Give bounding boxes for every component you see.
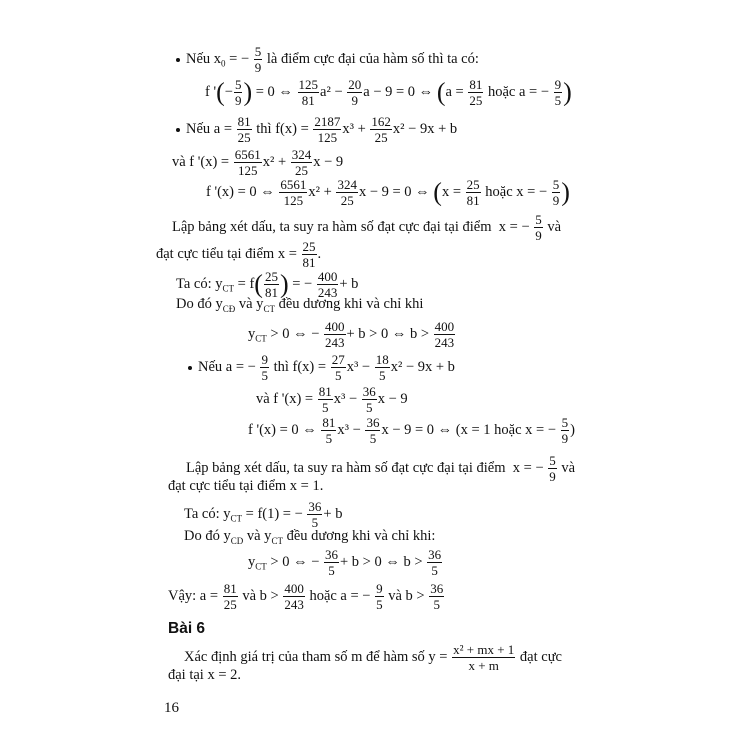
denominator: 243 — [325, 335, 345, 350]
fraction — [427, 548, 442, 577]
subscript: CT — [222, 283, 235, 294]
text: = f(1) = − — [245, 505, 303, 522]
subscript: CT — [255, 561, 267, 572]
fraction — [336, 178, 358, 207]
page-number: 16 — [164, 700, 179, 716]
text: Ta có: — [176, 275, 212, 292]
numerator: 18 — [375, 352, 389, 367]
line-11 — [188, 353, 455, 382]
denominator: 5 — [431, 563, 438, 578]
text: Do đó y — [184, 528, 231, 544]
text: ) — [570, 421, 575, 438]
text: y — [248, 325, 256, 342]
fraction — [254, 45, 263, 74]
numerator: 2187 — [314, 114, 341, 129]
numerator: 81 — [322, 415, 336, 430]
fraction — [552, 178, 561, 207]
text: > 0 ⇔ − — [270, 553, 320, 570]
numerator: 400 — [284, 581, 304, 596]
denominator: 25 — [469, 93, 483, 108]
numerator: 81 — [237, 114, 251, 129]
text: thì f(x) = — [273, 358, 327, 375]
fraction — [298, 78, 320, 107]
fraction — [331, 353, 346, 382]
numerator: 25 — [466, 177, 480, 192]
fraction — [434, 320, 456, 349]
denominator: 81 — [466, 193, 480, 208]
denominator: 9 — [234, 93, 242, 108]
subscript: CT — [230, 513, 243, 524]
denominator: 5 — [311, 515, 319, 530]
line-10 — [248, 320, 456, 349]
numerator: 36 — [366, 415, 380, 430]
text: f '(x) = 0 ⇔ — [248, 421, 317, 438]
text: Nếu a = − — [198, 358, 256, 375]
line-7 — [156, 240, 321, 269]
fraction — [307, 500, 322, 529]
line-17 — [184, 528, 435, 546]
denominator: 9 — [254, 60, 262, 75]
text: f '(x) = 0 ⇔ — [206, 183, 275, 200]
fraction — [548, 454, 557, 483]
numerator: 36 — [428, 547, 442, 562]
text: = − — [292, 275, 313, 292]
line-3 — [176, 115, 457, 144]
numerator: 20 — [348, 77, 362, 92]
text: hoặc a = − — [487, 83, 550, 100]
fraction — [234, 78, 243, 107]
numerator: 6561 — [234, 147, 261, 162]
denominator: 25 — [237, 130, 251, 145]
denominator: 5 — [334, 368, 342, 383]
denominator: 243 — [317, 285, 338, 300]
numerator: 162 — [371, 114, 391, 129]
line-12 — [256, 385, 408, 414]
numerator: 9 — [554, 77, 562, 92]
text: hoặc x = − — [485, 183, 548, 200]
fraction — [317, 270, 339, 299]
denominator: 9 — [561, 431, 569, 446]
bullet-icon — [188, 366, 192, 370]
fraction — [365, 416, 380, 445]
fraction — [370, 115, 392, 144]
denominator: 25 — [295, 163, 308, 178]
text: Nếu a = — [186, 120, 233, 137]
line-5: f '(x) = 0 ⇔ $\frac{6561}{125}$ x² + $\frac{324}{25}$ x − 9 = 0 ⇔ (x = $\frac{25}{81}$ hoặc x = − $\frac{5}{9}$ ) — [206, 177, 570, 208]
numerator: 9 — [376, 581, 383, 596]
text: Do đó y — [176, 296, 223, 312]
text: x = — [277, 245, 297, 262]
fraction — [291, 148, 313, 177]
subscript: CT — [263, 303, 275, 314]
denominator: 5 — [321, 400, 329, 415]
fraction — [375, 582, 384, 611]
text: a − 9 = 0 ⇔ — [363, 83, 434, 100]
fraction — [362, 385, 377, 414]
numerator: 36 — [362, 384, 376, 399]
text: = − — [229, 50, 250, 67]
subscript: CĐ — [222, 303, 236, 314]
denominator: 5 — [366, 400, 373, 415]
fraction — [534, 213, 543, 242]
text: f ' — [205, 83, 217, 100]
text: thì f(x) = — [256, 120, 309, 137]
text: đại tại x = 2. — [168, 667, 242, 683]
fraction — [429, 582, 444, 611]
bullet-icon — [176, 58, 180, 62]
text: a² − — [320, 83, 343, 100]
denominator: 81 — [264, 285, 278, 300]
denominator: 81 — [301, 93, 315, 108]
bullet-icon — [176, 128, 180, 132]
text: x³ − — [346, 358, 371, 375]
text: và y — [238, 296, 264, 312]
denominator: 5 — [554, 93, 562, 108]
fraction — [468, 78, 483, 107]
line-9 — [176, 296, 423, 314]
denominator: 243 — [284, 597, 304, 612]
subscript: 0 — [221, 58, 226, 69]
numerator: 27 — [331, 352, 345, 367]
denominator: 243 — [434, 335, 455, 350]
text: và b > — [242, 587, 279, 604]
denominator: 5 — [433, 597, 440, 612]
text: + b > 0 ⇔ b > — [340, 553, 423, 570]
fraction — [283, 582, 305, 611]
text: x³ − — [333, 390, 358, 407]
denominator: 9 — [351, 93, 359, 108]
fraction — [324, 548, 339, 577]
numerator: 5 — [561, 415, 569, 430]
text: và f '(x) = — [256, 390, 314, 407]
denominator: 125 — [237, 163, 258, 178]
denominator: 25 — [340, 193, 354, 208]
denominator: 9 — [535, 228, 542, 243]
text: > 0 ⇔ − — [270, 325, 320, 342]
text: hoặc a = − — [309, 587, 371, 604]
text: x² + — [308, 183, 332, 200]
denominator: 25 — [374, 130, 388, 145]
text: Xác định giá trị của tham số m để hàm số y = — [184, 648, 448, 665]
denominator: 9 — [549, 469, 556, 484]
denominator: 5 — [328, 563, 335, 578]
text: và — [561, 459, 576, 476]
line-19 — [168, 582, 445, 611]
numerator: 125 — [298, 77, 319, 92]
text: x³ − — [337, 421, 361, 438]
numerator: 5 — [254, 44, 262, 59]
subscript: CT — [271, 535, 283, 546]
line-2: f '(− $\frac{5}{9}$ ) = 0 ⇔ $\frac{125}{81}$ a² − $\frac{20}{9}$ a − 9 = 0 ⇔ (a = $\frac{81}{25}$ hoặc a = − $\frac{9}{5}$ ) — [205, 77, 572, 108]
line-21 — [168, 667, 241, 684]
fraction — [375, 353, 390, 382]
fraction — [318, 385, 333, 414]
text: và f '(x) = — [172, 153, 230, 170]
text: Nếu x — [186, 50, 222, 67]
denominator: 9 — [552, 193, 560, 208]
text: = f — [237, 275, 255, 292]
text: + b > 0 ⇔ b > — [346, 325, 430, 342]
numerator: 400 — [325, 319, 345, 334]
line-1 — [176, 45, 479, 74]
text: Lập bảng xét dấu, ta suy ra hàm số đạt cực đại tại điểm — [172, 218, 492, 235]
text: = 0 ⇔ — [255, 83, 293, 100]
fraction — [561, 416, 570, 445]
denominator: 125 — [317, 130, 338, 145]
line-15 — [168, 478, 323, 495]
fraction — [324, 320, 346, 349]
numerator: 9 — [261, 352, 268, 367]
text: x³ + — [342, 120, 366, 137]
subscript: CD — [230, 535, 244, 546]
denominator: 5 — [261, 368, 268, 383]
subscript: CT — [255, 333, 267, 344]
fraction — [223, 582, 238, 611]
numerator: x² + mx + 1 — [453, 642, 515, 657]
text: và b > — [388, 587, 425, 604]
text: Lập bảng xét dấu, ta suy ra hàm số đạt cực đại tại điểm — [186, 459, 506, 476]
denominator: 25 — [223, 597, 237, 612]
numerator: 400 — [434, 319, 455, 334]
fraction — [554, 78, 563, 107]
fraction — [466, 178, 481, 207]
numerator: 81 — [318, 384, 332, 399]
numerator: 36 — [430, 581, 444, 596]
numerator: 5 — [552, 177, 560, 192]
fraction — [237, 115, 252, 144]
line-8: Ta có: $y_{CT} = f$( $\frac{25}{81}$ ) = − $\frac{400}{243}$ + b — [176, 269, 359, 300]
fraction — [264, 270, 279, 299]
text: x − 9 — [377, 390, 408, 407]
line-16 — [184, 500, 342, 529]
line-6 — [172, 213, 561, 242]
text: x = − — [498, 218, 530, 235]
text: x² + — [262, 153, 287, 170]
numerator: 324 — [337, 177, 357, 192]
text: x² − 9x + b — [392, 120, 458, 137]
numerator: 36 — [308, 499, 322, 514]
fraction — [313, 115, 341, 144]
text: y — [215, 275, 223, 292]
fraction — [302, 240, 317, 269]
fraction — [347, 78, 362, 107]
fraction — [260, 353, 269, 382]
text: và — [547, 218, 562, 235]
fraction — [321, 416, 336, 445]
text: đạt cực — [519, 648, 562, 665]
line-13 — [248, 416, 575, 445]
denominator: 81 — [302, 255, 316, 270]
denominator: 5 — [369, 431, 377, 446]
text: y — [223, 505, 231, 522]
text: x = — [441, 183, 462, 200]
denominator: 5 — [376, 597, 383, 612]
numerator: 5 — [234, 77, 242, 92]
text: Ta có: — [184, 505, 220, 522]
numerator: 6561 — [280, 177, 307, 192]
fraction — [279, 178, 307, 207]
text: đạt cực tiểu tại điểm x = 1. — [168, 478, 324, 494]
text: x − 9 = 0 ⇔ — [358, 183, 430, 200]
line-4 — [172, 148, 343, 177]
fraction — [234, 148, 262, 177]
line-18 — [248, 548, 443, 577]
text: là điểm cực đại của hàm số thì ta có: — [266, 50, 479, 67]
numerator: 324 — [291, 147, 312, 162]
text: và y — [246, 528, 272, 544]
text: + b — [339, 275, 359, 292]
denominator: 5 — [378, 368, 386, 383]
numerator: 25 — [302, 239, 316, 254]
text: x = − — [512, 459, 544, 476]
fraction — [452, 643, 515, 672]
text: đều dương khi và chỉ khi — [278, 296, 424, 312]
text: + b — [323, 505, 343, 522]
numerator: 81 — [469, 77, 483, 92]
numerator: 5 — [549, 453, 556, 468]
denominator: x + m — [468, 658, 499, 673]
numerator: 25 — [264, 269, 278, 284]
numerator: 5 — [535, 212, 542, 227]
text: đạt cực tiểu tại điểm — [156, 245, 275, 262]
text: x − 9 — [313, 153, 344, 170]
text: a = — [445, 83, 464, 100]
text: y — [248, 553, 256, 570]
denominator: 125 — [283, 193, 304, 208]
text: x − 9 = 0 ⇔ (x = 1 hoặc x = − — [381, 421, 557, 438]
text: đều dương khi và chỉ khi: — [286, 528, 436, 544]
numerator: 36 — [325, 547, 338, 562]
exercise-title: Bài 6 — [168, 620, 206, 637]
numerator: 400 — [317, 269, 338, 284]
text: . — [317, 245, 322, 262]
denominator: 5 — [325, 431, 333, 446]
numerator: 81 — [223, 581, 237, 596]
text: Vậy: a = — [168, 587, 219, 604]
text: x² − 9x + b — [390, 358, 455, 375]
